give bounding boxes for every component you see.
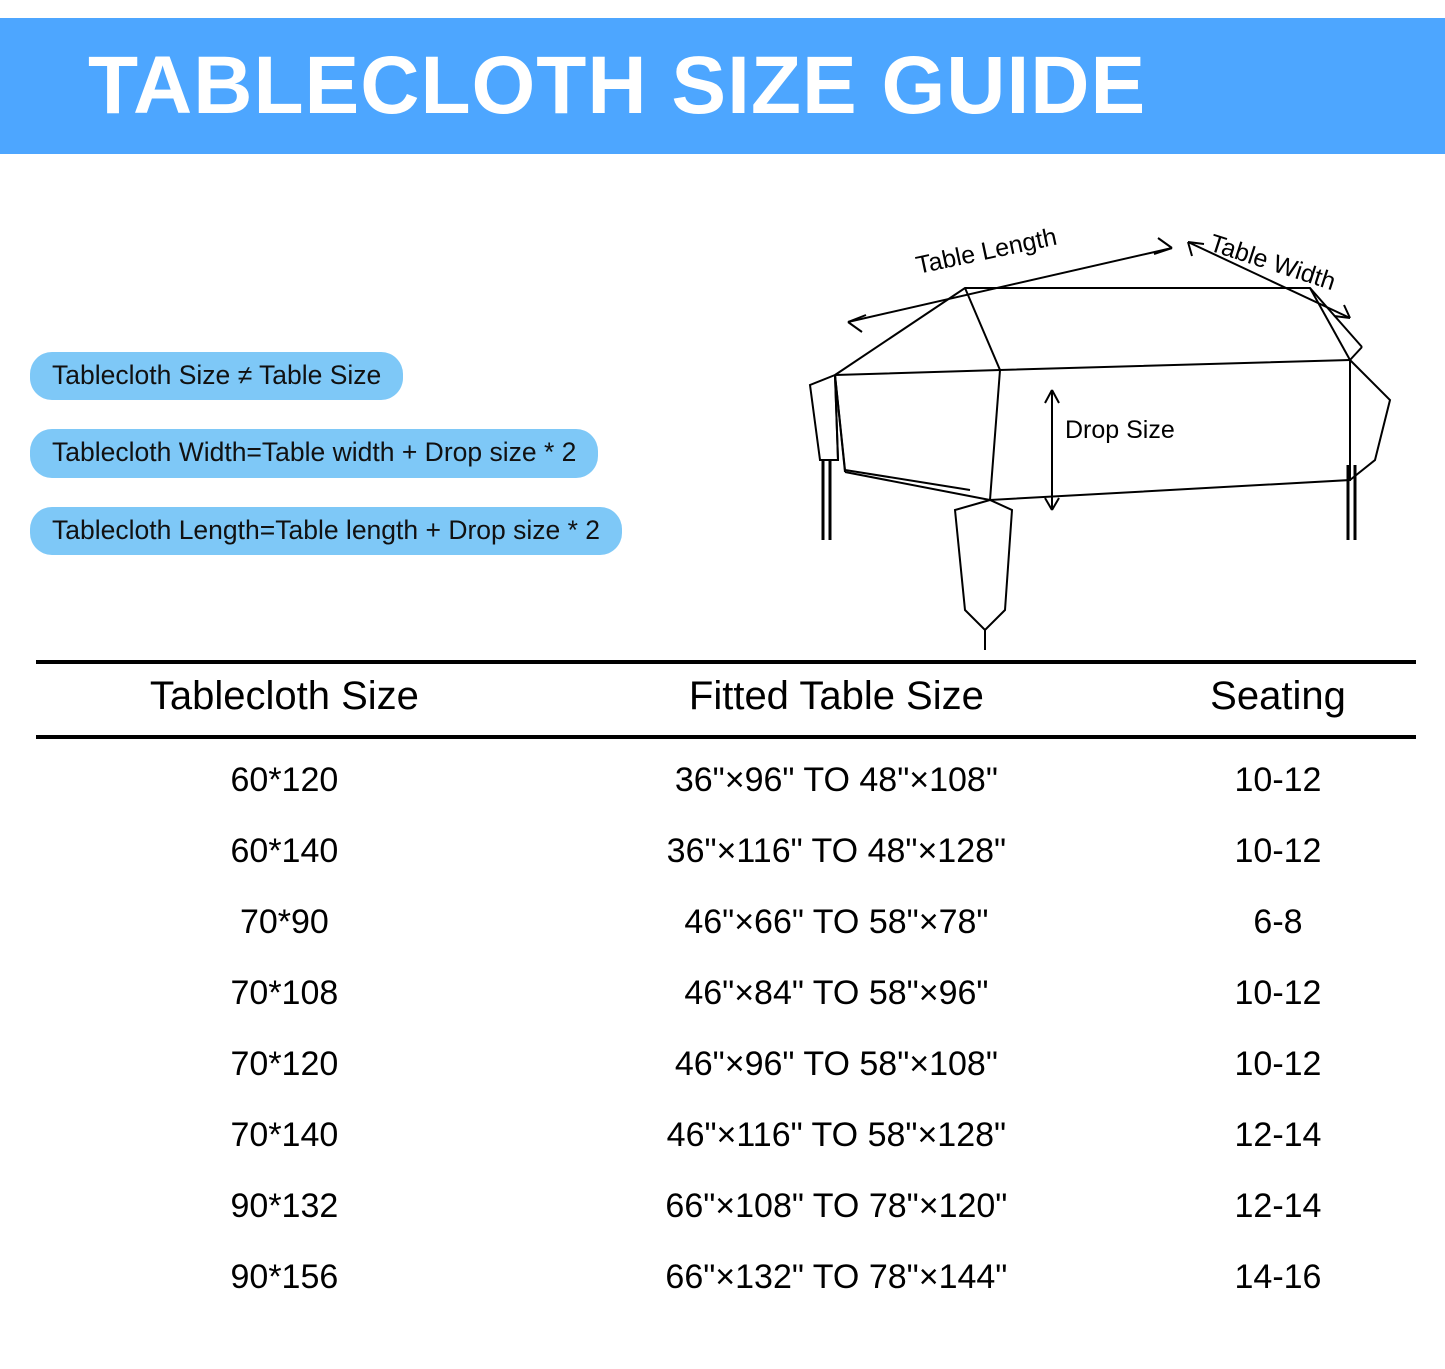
formula-pill-row	[30, 507, 830, 584]
cell-seating: 10-12	[1234, 832, 1322, 870]
formula-pill-row	[30, 352, 830, 429]
column-header-tablecloth-size: Tablecloth Size	[36, 662, 533, 737]
table-row	[36, 1171, 1416, 1242]
tablecloth-illustration	[790, 210, 1410, 650]
cell-tablecloth-size: 90*132	[230, 1187, 339, 1225]
cell-seating: 10-12	[1234, 761, 1322, 799]
cell-tablecloth-size: 70*90	[239, 903, 329, 941]
cell-tablecloth-size: 60*120	[230, 761, 339, 799]
cell-seating: 6-8	[1253, 903, 1303, 941]
cell-tablecloth-size: 70*108	[230, 974, 339, 1012]
formula-pill-2: Tablecloth Width=Table width + Drop size * 2	[30, 429, 598, 477]
cell-fitted-table-size: 66"×108" TO 78"×120"	[665, 1187, 1008, 1225]
cell-fitted-table-size: 36"×96" TO 48"×108"	[674, 761, 998, 799]
cell-seating: 12-14	[1234, 1116, 1322, 1154]
cell-fitted-table-size: 36"×116" TO 48"×128"	[666, 832, 1007, 870]
column-header-seating: Seating	[1140, 662, 1416, 737]
cell-tablecloth-size: 70*140	[230, 1116, 339, 1154]
formula-pill-row	[30, 429, 830, 506]
cell-fitted-table-size: 46"×66" TO 58"×78"	[684, 903, 989, 941]
cell-tablecloth-size: 90*156	[230, 1258, 339, 1296]
table-row	[36, 887, 1416, 958]
cell-fitted-table-size: 66"×132" TO 78"×144"	[665, 1258, 1008, 1296]
column-header-fitted-table-size: Fitted Table Size	[533, 662, 1140, 737]
cell-fitted-table-size: 46"×84" TO 58"×96"	[684, 974, 989, 1012]
table-header-row	[36, 662, 1416, 737]
cell-seating: 10-12	[1234, 1045, 1322, 1083]
table-row	[36, 816, 1416, 887]
cell-seating: 14-16	[1234, 1258, 1322, 1296]
table-row	[36, 1029, 1416, 1100]
formula-pill-list	[30, 352, 830, 584]
size-guide-table	[36, 660, 1416, 1313]
cell-tablecloth-size: 70*120	[230, 1045, 339, 1083]
table-row	[36, 1100, 1416, 1171]
header-banner	[0, 18, 1445, 154]
label-table-length: Table Length	[913, 222, 1060, 280]
cell-fitted-table-size: 46"×116" TO 58"×128"	[666, 1116, 1007, 1154]
label-table-width: Table Width	[1206, 229, 1340, 297]
cell-seating: 10-12	[1234, 974, 1322, 1012]
label-drop-size: Drop Size	[1065, 416, 1175, 444]
table-row	[36, 737, 1416, 816]
page-title: TABLECLOTH SIZE GUIDE	[88, 40, 1147, 131]
formula-pill-1: Tablecloth Size ≠ Table Size	[30, 352, 403, 400]
cell-fitted-table-size: 46"×96" TO 58"×108"	[674, 1045, 998, 1083]
table-row	[36, 958, 1416, 1029]
table-row	[36, 1242, 1416, 1313]
formula-pill-3: Tablecloth Length=Table length + Drop size * 2	[30, 507, 622, 555]
cell-tablecloth-size: 60*140	[230, 832, 339, 870]
cell-seating: 12-14	[1234, 1187, 1322, 1225]
